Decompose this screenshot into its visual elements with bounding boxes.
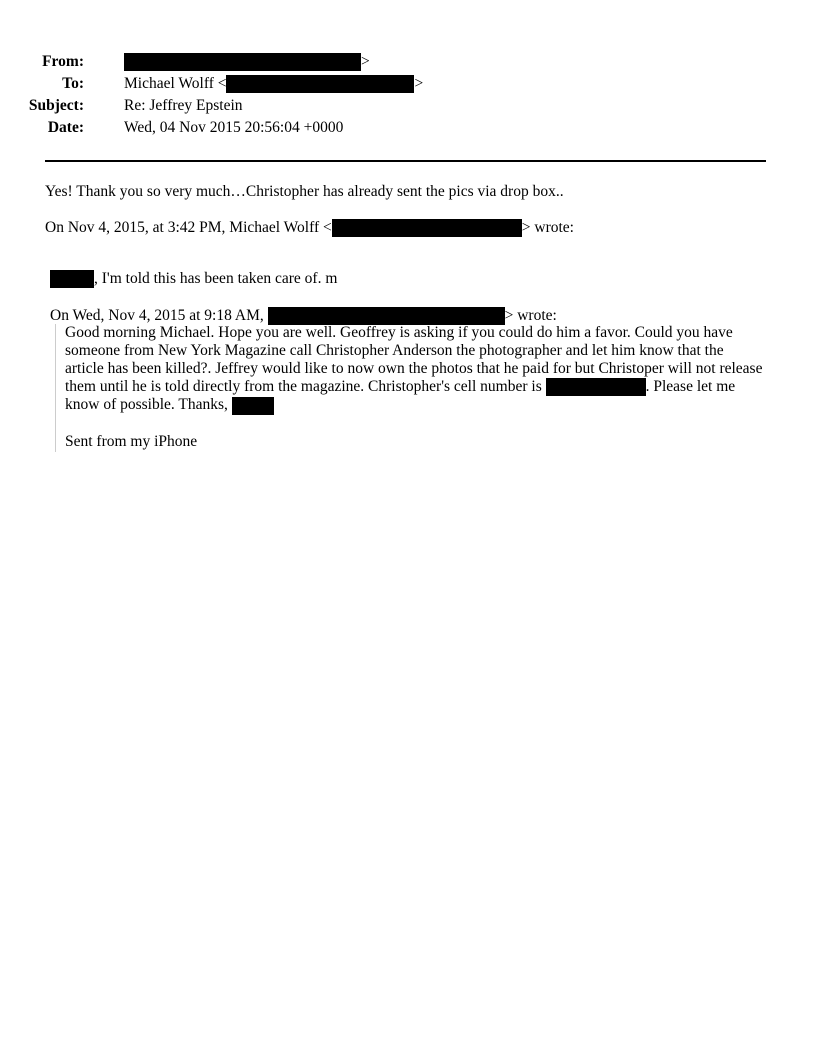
original-message-text-1: Good morning Michael. Hope you are well. Geoffrey is asking if you could do him a favor. Could you have someone from New York Magazine call Christopher Anderson the photographer and let him know that the article has been killed?. Jeffrey would like to now own the photos that he paid for but Christoper will not release them until he is told directly from the magazine. Christopher's cell number is <box>65 324 763 395</box>
redaction-bar <box>332 219 522 237</box>
signature: Sent from my iPhone <box>65 432 198 450</box>
redaction-bar <box>232 397 274 415</box>
header-subject-row <box>0 96 780 116</box>
redaction-bar <box>268 307 505 325</box>
header-to-row <box>0 74 780 94</box>
from-label: From: <box>42 53 84 70</box>
to-value <box>124 74 423 94</box>
quoted-message-body <box>65 324 765 451</box>
header-from-row <box>0 52 780 72</box>
quoted-message <box>55 324 766 452</box>
from-suffix: > <box>361 53 370 70</box>
header-divider <box>45 160 766 162</box>
date-value: Wed, 04 Nov 2015 20:56:04 +0000 <box>124 119 344 136</box>
to-suffix: > <box>414 75 424 92</box>
subject-label: Subject: <box>28 97 84 114</box>
attribution-wolff-suffix: > wrote: <box>521 219 574 236</box>
reply-text: Yes! Thank you so very much…Christopher has already sent the pics via drop box.. <box>45 183 564 200</box>
to-label: To: <box>62 75 84 92</box>
to-name: Michael Wolff < <box>124 75 227 92</box>
original-message-text-2: . Please let me know of possible. Thanks, <box>65 378 736 414</box>
attribution-original-suffix: > wrote: <box>504 307 557 324</box>
header-date-row <box>0 118 780 138</box>
redaction-bar <box>546 378 646 396</box>
subject-value: Re: Jeffrey Epstein <box>124 97 243 114</box>
redaction-bar <box>124 53 361 71</box>
attribution-wolff <box>45 218 574 238</box>
redaction-bar <box>226 75 414 93</box>
attribution-original-prefix: On Wed, Nov 4, 2015 at 9:18 AM, <box>50 307 268 324</box>
attribution-original <box>50 306 557 326</box>
date-label: Date: <box>47 119 84 136</box>
original-message-paragraph <box>65 324 765 415</box>
wolff-message-text: , I'm told this has been taken care of. m <box>94 270 338 287</box>
from-value <box>124 52 370 72</box>
redaction-bar <box>50 270 94 288</box>
attribution-wolff-prefix: On Nov 4, 2015, at 3:42 PM, Michael Wolff < <box>45 219 332 236</box>
wolff-message <box>50 269 337 289</box>
